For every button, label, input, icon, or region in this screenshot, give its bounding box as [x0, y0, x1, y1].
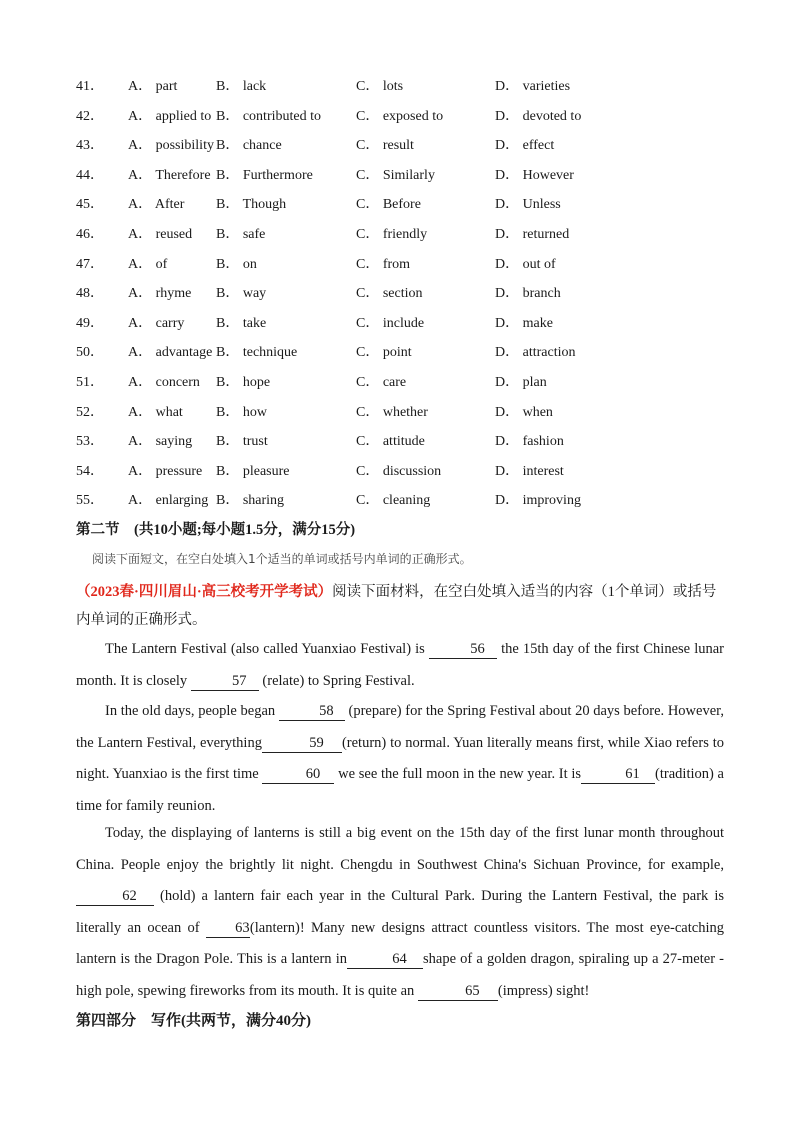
option-c: C． friendly: [356, 227, 428, 242]
option-b: B． Though: [216, 197, 287, 213]
option-b: B． lack: [216, 79, 267, 94]
option-a: A． reused: [128, 227, 193, 242]
option-b: B． sharing: [216, 493, 285, 509]
option-b: B． safe: [216, 227, 266, 242]
blank-62: 62: [76, 887, 154, 906]
option-b: B． technique: [216, 345, 298, 361]
option-c: C． care: [356, 375, 407, 390]
option-c: C． exposed to: [356, 108, 444, 124]
option-a: A． saying: [128, 434, 193, 450]
question-number: 48．: [76, 286, 104, 302]
option-c: C． Before: [356, 197, 421, 213]
part-4-heading: 第四部分 写作(共两节，满分40分): [76, 1013, 311, 1029]
blank-65: 65: [418, 982, 498, 1001]
question-number: 51．: [76, 375, 104, 390]
option-b: B． hope: [216, 375, 271, 390]
choice-row: [76, 166, 716, 186]
choice-row: [76, 403, 716, 423]
blank-60: 60: [262, 765, 334, 784]
passage-paragraph-3: [76, 818, 724, 1007]
passage-text: (impress) sight!: [497, 982, 590, 999]
choice-row: [76, 343, 716, 363]
question-number: 53．: [76, 434, 104, 450]
option-b: B． trust: [216, 434, 268, 450]
question-number: 47．: [76, 256, 104, 272]
option-d: D． attraction: [495, 345, 576, 361]
question-number: 50．: [76, 345, 104, 361]
option-a: A． applied to: [128, 108, 212, 124]
choice-row: [76, 255, 716, 275]
option-d: D． fashion: [495, 434, 564, 450]
option-a: A． advantage: [128, 345, 213, 361]
option-c: C． from: [356, 256, 411, 272]
choice-row: [76, 314, 716, 334]
choice-row: [76, 491, 716, 511]
source-text: 阅读下面材料，在空白处填入适当的内容（1个单词）或括号内单词的正确形式。: [76, 584, 717, 628]
choice-row: [76, 432, 716, 452]
passage-text: (return) to normal. Yuan literally means first, while Xiao refers to night. Yuanxiao is the first time: [76, 734, 724, 782]
option-d: D． plan: [495, 375, 547, 390]
option-b: B． Furthermore: [216, 167, 313, 183]
passage-text: we see the full moon in the new year. It is: [334, 766, 582, 782]
choice-row: [76, 136, 716, 156]
question-number: 46．: [76, 227, 104, 242]
blank-63: 63: [206, 919, 250, 938]
option-a: A． part: [128, 79, 178, 94]
question-number: 54．: [76, 463, 104, 479]
option-d: D． devoted to: [495, 108, 582, 124]
question-number: 55．: [76, 493, 104, 509]
question-number: 49．: [76, 315, 104, 331]
question-number: 44．: [76, 167, 104, 183]
passage-paragraph-2: [76, 696, 724, 822]
option-d: D． varieties: [495, 79, 571, 94]
choice-row: [76, 77, 716, 97]
option-b: B． chance: [216, 138, 282, 154]
section-2-instruction: 阅读下面短文，在空白处填入1个适当的单词或括号内单词的正确形式。: [92, 552, 472, 566]
choice-row: [76, 373, 716, 393]
blank-61: 61: [581, 765, 655, 784]
section-2-heading: 第二节 (共10小题;每小题1.5分，满分15分): [76, 522, 356, 538]
question-number: 42．: [76, 108, 104, 124]
choice-row: [76, 225, 716, 245]
option-c: C． include: [356, 315, 425, 331]
question-number: 52．: [76, 404, 104, 420]
option-c: C． lots: [356, 79, 404, 94]
option-b: B． how: [216, 404, 267, 420]
option-c: C． whether: [356, 404, 428, 420]
option-b: B． contributed to: [216, 108, 321, 124]
question-number: 45．: [76, 197, 104, 213]
option-b: B． on: [216, 256, 257, 272]
passage-text: (tradition) a time for family reunion.: [76, 766, 724, 814]
passage-text: (relate) to Spring Festival.: [258, 672, 415, 689]
option-d: D． However: [495, 167, 574, 183]
option-a: A． After: [128, 197, 185, 213]
option-b: B． take: [216, 315, 267, 331]
option-d: D． effect: [495, 138, 555, 154]
option-a: A． pressure: [128, 463, 203, 479]
choice-row: [76, 107, 716, 127]
option-b: B． pleasure: [216, 463, 290, 479]
passage-text: shape of a golden dragon, spiraling up a 27-meter -high pole, spewing fireworks from its mouth. It is quite an: [76, 951, 724, 999]
option-c: C． result: [356, 138, 414, 154]
option-a: A． enlarging: [128, 493, 209, 509]
source-line: [76, 578, 726, 634]
option-a: A． rhyme: [128, 286, 192, 302]
option-b: B． way: [216, 286, 267, 302]
option-d: D． Unless: [495, 197, 561, 213]
option-c: C． section: [356, 286, 423, 302]
option-d: D． improving: [495, 493, 581, 509]
option-c: C． discussion: [356, 463, 442, 479]
option-a: A． Therefore: [128, 167, 211, 183]
option-d: D． returned: [495, 227, 570, 242]
question-number: 41．: [76, 79, 104, 94]
passage-text: (lantern)! Many new designs attract countless visitors. The most eye-catching lantern is the Dragon Pole. This is a lantern in: [76, 919, 724, 967]
blank-57: 57: [191, 672, 259, 691]
option-d: D． when: [495, 404, 553, 420]
option-d: D． out of: [495, 256, 556, 272]
option-a: A． possibility: [128, 138, 214, 154]
option-c: C． attitude: [356, 434, 425, 450]
option-c: C． point: [356, 345, 412, 361]
passage-text: The Lantern Festival (also called Yuanxiao Festival) is: [105, 641, 429, 657]
blank-59: 59: [262, 734, 342, 753]
choice-row: [76, 195, 716, 215]
option-a: A． carry: [128, 315, 185, 331]
passage-text: (hold) a lantern fair each year in the Cultural Park. During the Lantern Festival, the park is literally an ocean of: [76, 888, 724, 936]
option-d: D． branch: [495, 286, 561, 302]
question-number: 43．: [76, 138, 104, 154]
option-a: A． concern: [128, 375, 200, 390]
option-c: C． Similarly: [356, 167, 435, 183]
option-d: D． make: [495, 315, 553, 331]
choice-row: [76, 284, 716, 304]
option-a: A． of: [128, 256, 168, 272]
blank-56: 56: [429, 640, 497, 659]
passage-text: Today, the displaying of lanterns is still a big event on the 15th day of the first lunar month throughout China. People enjoy the brightly lit night. Chengdu in Southwest China's Sichuan Province, for example,: [76, 825, 724, 873]
blank-58: 58: [279, 702, 345, 721]
choice-row: [76, 462, 716, 482]
passage-text: In the old days, people began: [105, 703, 279, 719]
passage-text: (prepare) for the Spring Festival about 20 days before. However, the Lantern Festival, everything: [76, 703, 725, 751]
source-tag: （2023春·四川眉山·高三校考开学考试）: [76, 584, 333, 600]
option-d: D． interest: [495, 463, 564, 479]
passage-text: the 15th day of the first Chinese lunar month. It is closely: [76, 641, 725, 689]
blank-64: 64: [347, 950, 423, 969]
option-a: A． what: [128, 404, 183, 420]
option-c: C． cleaning: [356, 493, 431, 509]
passage-paragraph-1: [76, 634, 724, 697]
